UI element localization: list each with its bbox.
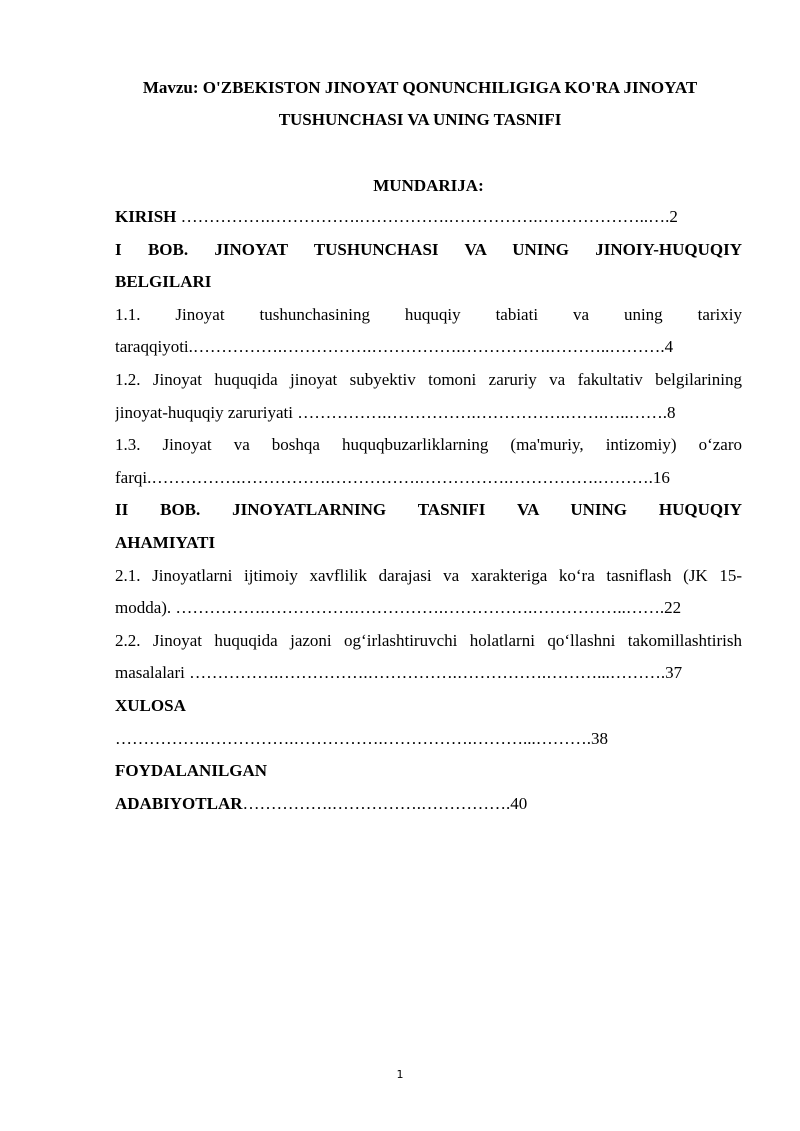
toc-entry-xulosa-label: XULOSA	[115, 695, 186, 715]
document-title	[100, 72, 740, 136]
toc-heading: MUNDARIJA:	[373, 176, 484, 195]
toc-chapter-1-line-1: I BOB. JINOYAT TUSHUNCHASI VA UNING JINOIY-HUQUQIY	[115, 239, 742, 259]
toc-entry-bibliography-line-2	[115, 788, 742, 821]
toc-section-1-1-line-1: 1.1. Jinoyat tushunchasining huquqiy tabiati va uning tarixiy	[115, 304, 742, 324]
table-of-contents	[115, 201, 742, 820]
title-line-1: Mavzu: O'ZBEKISTON JINOYAT QONUNCHILIGIGA KO'RA JINOYAT	[142, 78, 698, 97]
toc-entry-xulosa-leader: …………….…………….…………….…………….………...……….38	[115, 728, 608, 748]
toc-section-2-1-line-2: modda). …………….…………….…………….…………….……………..…….22	[115, 598, 682, 618]
page-number: 1	[396, 1068, 404, 1081]
toc-section-1-2-line-2: jinoyat-huquqiy zaruriyati …………….…………….…………….…….…..…….8	[115, 402, 676, 422]
toc-section-2-2-line-1: 2.2. Jinoyat huquqida jazoni og‘irlashtiruvchi holatlarni qo‘llashni takomillashtirish	[115, 630, 742, 650]
toc-entry-bibliography-leader: …………….…………….…………….40	[242, 793, 528, 813]
toc-chapter-2-line-1: II BOB. JINOYATLARNING TASNIFI VA UNING HUQUQIY	[115, 500, 742, 520]
toc-section-1-3-line-2: farqi.…………….…………….…………….…………….…………….……….16	[115, 467, 670, 487]
toc-entry-leader: …………….…………….…………….…………….………………..….2	[176, 207, 678, 226]
toc-section-1-1-line-2: taraqqiyoti.…………….…………….…………….…………….………..……….4	[115, 337, 674, 357]
toc-chapter-1-line-2: BELGILARI	[115, 272, 212, 292]
toc-section-2-1-line-1: 2.1. Jinoyatlarni ijtimoiy xavflilik darajasi va xarakteriga ko‘ra tasniflash (JK 15-	[115, 565, 742, 585]
toc-entry-bibliography-line-1: FOYDALANILGAN	[115, 761, 268, 781]
title-line-2: TUSHUNCHASI VA UNING TASNIFI	[278, 110, 562, 129]
toc-section-2-2-line-2: masalalari …………….…………….…………….…………….………...……….37	[115, 663, 683, 683]
toc-section-1-3-line-1: 1.3. Jinoyat va boshqa huquqbuzarliklarning (ma'muriy, intizomiy) o‘zaro	[115, 435, 742, 455]
toc-section-1-2-line-1: 1.2. Jinoyat huquqida jinoyat subyektiv tomoni zaruriy va fakultativ belgilarining	[115, 369, 742, 389]
toc-entry-label: KIRISH	[115, 207, 177, 226]
toc-entry-kirish	[115, 201, 742, 234]
toc-chapter-2-line-2: AHAMIYATI	[115, 532, 216, 552]
toc-entry-bibliography-label: ADABIYOTLAR	[115, 793, 243, 813]
